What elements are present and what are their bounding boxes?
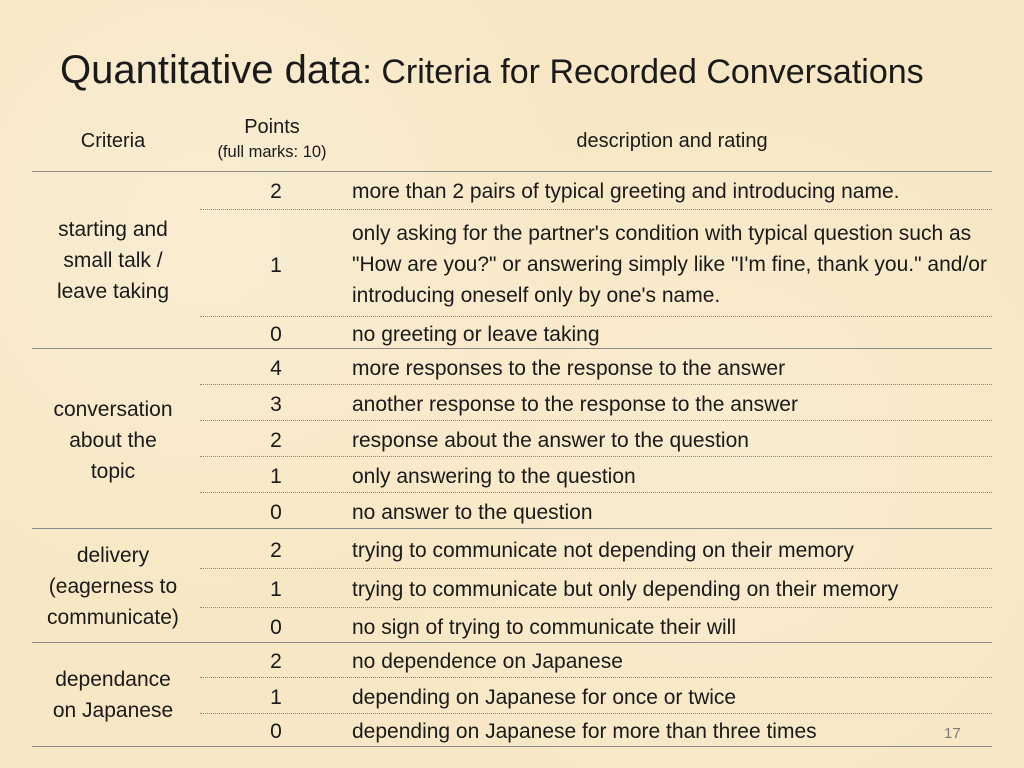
row-description: response about the answer to the question xyxy=(352,429,749,452)
criteria-line: starting and xyxy=(58,218,168,241)
row-description: trying to communicate not depending on their memory xyxy=(352,539,854,562)
row-description: depending on Japanese for once or twice xyxy=(352,686,737,709)
row-description: no sign of trying to communicate their will xyxy=(352,616,736,639)
row-description: more than 2 pairs of typical greeting and introducing name. xyxy=(352,180,900,203)
row-points: 2 xyxy=(270,650,282,673)
header-description: description and rating xyxy=(576,130,768,152)
row-divider xyxy=(200,420,992,421)
row-description: trying to communicate but only depending on their memory xyxy=(352,578,899,601)
page-number: 17 xyxy=(944,725,961,742)
row-description: depending on Japanese for more than three times xyxy=(352,720,817,743)
row-points: 1 xyxy=(270,578,282,601)
section-divider xyxy=(32,642,992,643)
row-points: 2 xyxy=(270,429,282,452)
row-points: 2 xyxy=(270,539,282,562)
row-points: 0 xyxy=(270,720,282,743)
row-divider xyxy=(200,607,992,608)
row-description: only asking for the partner's condition with typical question such as "How are you?" or answering simply like "I'm fine, thank you." and/or introducing oneself only by one's name. xyxy=(352,222,987,307)
row-description: another response to the response to the answer xyxy=(352,393,798,416)
row-points: 0 xyxy=(270,501,282,524)
row-points: 0 xyxy=(270,616,282,639)
row-divider xyxy=(200,568,992,569)
criteria-conversation-topic xyxy=(32,394,194,487)
header-criteria: Criteria xyxy=(80,130,146,152)
row-description: more responses to the response to the answer xyxy=(352,357,786,380)
criteria-starting-small-talk xyxy=(32,214,194,307)
row-divider xyxy=(200,713,992,714)
row-points: 0 xyxy=(270,323,282,346)
slide-title xyxy=(60,50,924,90)
row-points: 1 xyxy=(270,686,282,709)
section-divider xyxy=(32,171,992,172)
criteria-line: dependance xyxy=(55,668,171,691)
criteria-line: (eagerness to xyxy=(48,575,178,598)
row-description: no answer to the question xyxy=(352,501,593,524)
header-points-note: (full marks: 10) xyxy=(217,143,327,161)
header-points xyxy=(200,116,344,162)
criteria-dependance-japanese xyxy=(32,664,194,726)
row-points: 2 xyxy=(270,180,282,203)
section-divider xyxy=(32,528,992,529)
criteria-line: delivery xyxy=(76,544,150,567)
row-points: 1 xyxy=(270,254,282,277)
row-divider xyxy=(200,316,992,317)
table-bottom-border xyxy=(32,746,992,747)
section-divider xyxy=(32,348,992,349)
criteria-line: small talk / xyxy=(63,249,163,272)
header-points-label: Points xyxy=(244,116,300,138)
row-divider xyxy=(200,209,992,210)
criteria-line: topic xyxy=(90,460,136,483)
criteria-line: on Japanese xyxy=(52,699,174,722)
row-divider xyxy=(200,677,992,678)
row-points: 4 xyxy=(270,357,282,380)
criteria-line: leave taking xyxy=(56,280,170,303)
row-points: 3 xyxy=(270,393,282,416)
slide-title-sub: : Criteria for Recorded Conversations xyxy=(362,53,924,91)
row-description: only answering to the question xyxy=(352,465,636,488)
slide-title-main: Quantitative data xyxy=(60,48,363,92)
row-divider xyxy=(200,456,992,457)
row-description: no dependence on Japanese xyxy=(352,650,623,673)
row-points: 1 xyxy=(270,465,282,488)
criteria-line: conversation xyxy=(53,398,173,421)
row-divider xyxy=(200,492,992,493)
row-description: no greeting or leave taking xyxy=(352,323,600,346)
criteria-delivery xyxy=(32,540,194,633)
row-divider xyxy=(200,384,992,385)
criteria-line: about the xyxy=(69,429,157,452)
criteria-line: communicate) xyxy=(47,606,179,629)
